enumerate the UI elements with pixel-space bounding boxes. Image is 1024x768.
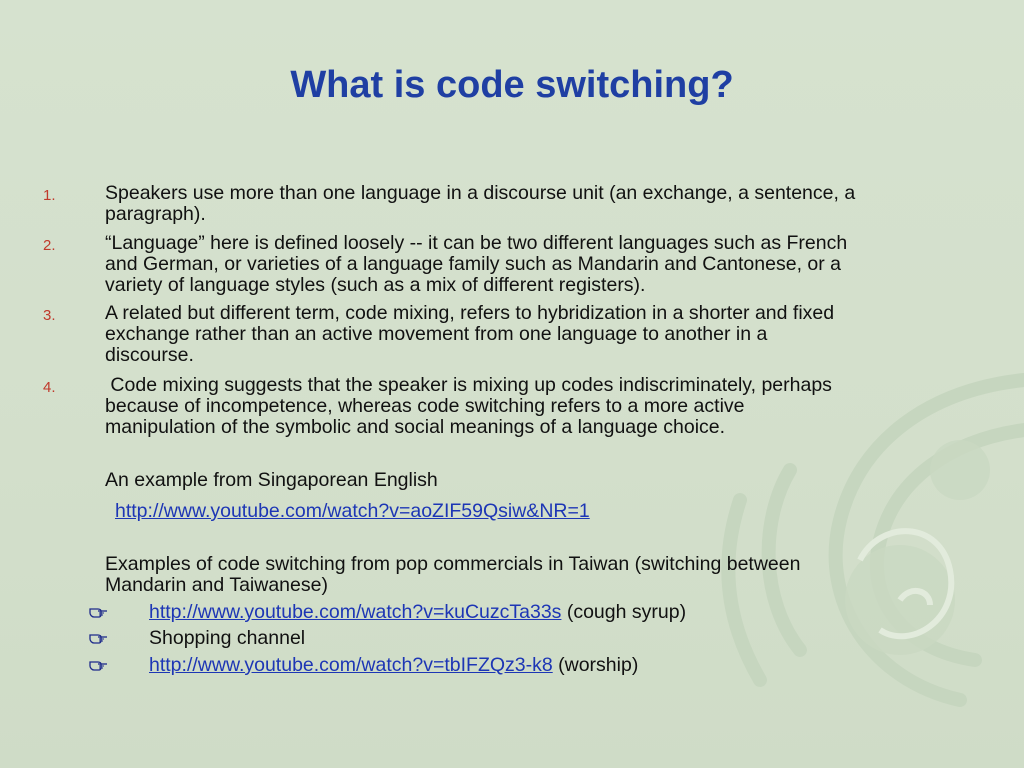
list-item-line: Speakers use more than one language in a discourse unit (an exchange, a sentence, a (105, 182, 856, 204)
example-link-row (115, 501, 1005, 522)
sub-item-text: Shopping channel (149, 627, 306, 649)
examples-intro-line: Examples of code switching from pop commercials in Taiwan (switching between (105, 553, 801, 575)
list-item-line: because of incompetence, whereas code switching refers to a more active (105, 395, 745, 417)
example-intro: An example from Singaporean English (105, 469, 438, 491)
list-item-line: exchange rather than an active movement from one language to another in a (105, 323, 768, 345)
list-item-line: “Language” here is defined loosely -- it can be two different languages such as French (105, 232, 848, 254)
slide-title: What is code switching? (290, 64, 734, 106)
sub-item-note: (cough syrup) (561, 601, 687, 623)
sub-list-item (149, 602, 989, 623)
list-number: 2. (43, 237, 56, 254)
sub-list-item (149, 628, 989, 649)
list-item-line: A related but different term, code mixing, refers to hybridization in a shorter and fixed (105, 302, 835, 324)
list-number: 4. (43, 379, 56, 396)
cough-syrup-link[interactable]: http://www.youtube.com/watch?v=kuCuzcTa33s (149, 601, 562, 623)
sub-item-note: (worship) (552, 654, 639, 676)
list-item (43, 182, 995, 225)
hollow-hand-pointer-icon (89, 629, 109, 647)
list-item (43, 374, 995, 438)
list-item-line: manipulation of the symbolic and social meanings of a language choice. (105, 416, 726, 438)
list-item (43, 232, 995, 296)
list-item-line: paragraph). (105, 203, 206, 225)
list-number: 1. (43, 187, 56, 204)
hollow-hand-pointer-icon (89, 603, 109, 621)
list-item-line: discourse. (105, 344, 194, 366)
list-item-line: Code mixing suggests that the speaker is mixing up codes indiscriminately, perhaps (105, 374, 832, 396)
sub-list-item (149, 655, 989, 676)
list-item (43, 302, 995, 366)
examples-intro-line: Mandarin and Taiwanese) (105, 574, 328, 596)
examples-intro (105, 554, 995, 596)
hollow-hand-pointer-icon (89, 656, 109, 674)
list-number: 3. (43, 307, 56, 324)
example-link[interactable]: http://www.youtube.com/watch?v=aoZIF59Qsiw&NR=1 (115, 500, 590, 522)
worship-link[interactable]: http://www.youtube.com/watch?v=tbIFZQz3-k8 (149, 654, 553, 676)
list-item-line: and German, or varieties of a language family such as Mandarin and Cantonese, or a (105, 253, 842, 275)
list-item-line: variety of language styles (such as a mix of different registers). (105, 274, 646, 296)
